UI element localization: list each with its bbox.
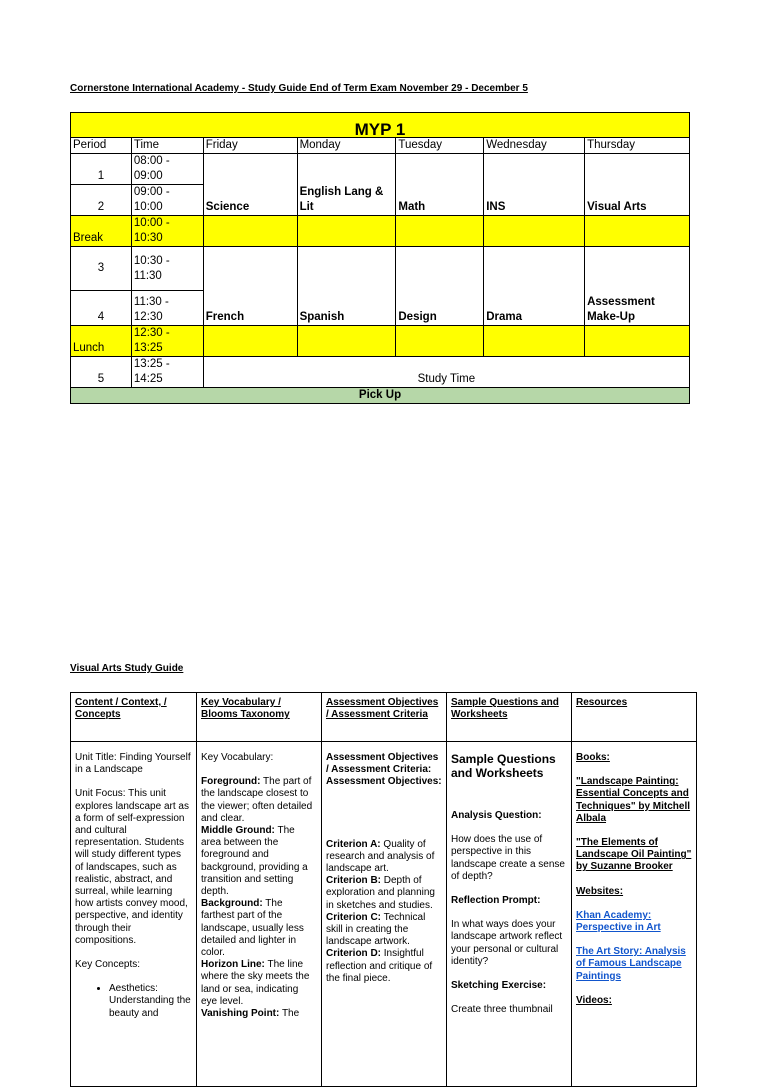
website-link-khan-academy[interactable]: Khan Academy: Perspective in Art — [576, 909, 661, 934]
time-cell: 12:30 - 13:25 — [131, 326, 203, 357]
header-content-context: Content / Context, / Concepts — [71, 693, 197, 742]
criterion-def: Quality of research and analysis of landscape art. — [326, 838, 435, 875]
websites-label: Websites: — [576, 885, 624, 897]
time-cell: 08:00 - 09:00 — [131, 154, 203, 185]
col-header-monday: Monday — [297, 138, 396, 154]
vocabulary-column — [197, 742, 322, 1087]
vocab-def: The — [279, 1008, 300, 1020]
cell-monday-p12: English Lang & Lit — [297, 154, 396, 216]
period-cell: 4 — [71, 291, 132, 326]
vocab-def: The part of the landscape closest to the viewer; often detailed and clear. — [201, 776, 313, 824]
schedule-row-lunch — [71, 326, 690, 357]
cell-wednesday-p34: Drama — [484, 247, 585, 326]
unit-focus: Unit Focus: This unit explores landscape art as a form of self-expression and cultural representation. Students will study different types of landscapes, such as realistic, abstract, and surreal, while learning how artists convey mood, perspective, and identity through their compositions. — [75, 788, 189, 946]
concept-list — [75, 983, 192, 1020]
analysis-label: Analysis Question: — [451, 810, 542, 821]
empty-cell — [396, 326, 484, 357]
questions-column — [447, 742, 572, 1087]
empty-cell — [396, 216, 484, 247]
time-cell: 11:30 - 12:30 — [131, 291, 203, 326]
sketch-label: Sketching Exercise: — [451, 980, 547, 992]
header-resources: Resources — [572, 693, 697, 742]
vocab-term: Horizon Line: — [201, 959, 265, 971]
criterion-a — [326, 839, 442, 876]
criterion-term: Criterion C: — [326, 911, 381, 923]
criterion-term: Criterion B: — [326, 875, 381, 887]
schedule-title: MYP 1 — [71, 113, 690, 138]
schedule-row-p3 — [71, 247, 690, 291]
analysis-question: How does the use of perspective in this landscape create a sense of depth? — [451, 834, 565, 882]
col-header-period: Period — [71, 138, 132, 154]
criterion-def: Depth of exploration and planning in sketches and studies. — [326, 875, 435, 911]
schedule-row-pickup — [71, 388, 690, 404]
schedule-row-break — [71, 216, 690, 247]
videos-label: Videos: — [576, 994, 612, 1006]
criterion-def: Technical skill in creating the landscape artwork. — [326, 911, 426, 948]
time-cell: 10:00 - 10:30 — [131, 216, 203, 247]
period-cell: 5 — [71, 357, 132, 388]
empty-cell — [484, 326, 585, 357]
cell-thursday-p12: Visual Arts — [585, 154, 690, 216]
vocab-vanishing-point — [201, 1008, 317, 1020]
empty-cell — [585, 216, 690, 247]
cell-friday-p34: French — [203, 247, 297, 326]
cell-friday-p12: Science — [203, 154, 297, 216]
header-key-vocabulary: Key Vocabulary / Blooms Taxonomy — [197, 693, 322, 742]
cell-monday-p34: Spanish — [297, 247, 396, 326]
criterion-def: Insightful reflection and critique of the final piece. — [326, 948, 433, 984]
vocab-term: Foreground: — [201, 776, 261, 788]
content-column — [71, 742, 197, 1087]
vocab-term: Background: — [201, 898, 263, 910]
questions-heading: Sample Questions and Worksheets — [451, 752, 556, 780]
reflection-label: Reflection Prompt: — [451, 895, 541, 907]
empty-cell — [297, 326, 396, 357]
sketch-exercise: Create three thumbnail — [451, 1004, 553, 1016]
schedule-title-row — [71, 113, 690, 138]
assessment-heading: Assessment Objectives / Assessment Criteria: Assessment Objectives: — [326, 752, 442, 788]
schedule-row-p5 — [71, 357, 690, 388]
study-time-cell: Study Time — [203, 357, 689, 388]
schedule-row-p1 — [71, 154, 690, 185]
header-sample-questions: Sample Questions and Worksheets — [447, 693, 572, 742]
study-guide-table — [70, 692, 697, 1087]
criterion-term: Criterion D: — [326, 948, 381, 960]
criterion-term: Criterion A: — [326, 838, 381, 850]
book-link-albala[interactable]: "Landscape Painting: Essential Concepts and Techniques" by Mitchell Albala — [576, 776, 691, 824]
study-guide-content-row — [71, 742, 697, 1087]
resources-column — [572, 742, 697, 1087]
col-header-thursday: Thursday — [585, 138, 690, 154]
books-label: Books: — [576, 752, 610, 763]
empty-cell — [203, 326, 297, 357]
empty-cell — [297, 216, 396, 247]
empty-cell — [585, 326, 690, 357]
vocab-term: Vanishing Point: — [201, 1008, 280, 1020]
col-header-tuesday: Tuesday — [396, 138, 484, 154]
unit-title: Unit Title: Finding Yourself in a Landscape — [75, 752, 191, 776]
criterion-d — [326, 948, 442, 985]
book-link-brooker[interactable]: "The Elements of Landscape Oil Painting" by Suzanne Brooker — [576, 837, 692, 873]
period-cell: Break — [71, 216, 132, 247]
period-cell: 1 — [71, 154, 132, 185]
empty-cell — [484, 216, 585, 247]
vocab-middle-ground — [201, 825, 317, 898]
schedule-table — [70, 112, 690, 404]
header-assessment-objectives: Assessment Objectives / Assessment Criteria — [322, 693, 447, 742]
cell-tuesday-p12: Math — [396, 154, 484, 216]
period-cell: 3 — [71, 247, 132, 291]
vocabulary-label: Key Vocabulary: — [201, 752, 274, 763]
time-cell: 13:25 - 14:25 — [131, 357, 203, 388]
cell-wednesday-p12: INS — [484, 154, 585, 216]
vocab-background — [201, 898, 317, 959]
col-header-friday: Friday — [203, 138, 297, 154]
criterion-c — [326, 912, 442, 949]
time-cell: 10:30 - 11:30 — [131, 247, 203, 291]
period-cell: Lunch — [71, 326, 132, 357]
website-link-art-story[interactable]: The Art Story: Analysis of Famous Landscape Paintings — [576, 946, 686, 982]
vocab-foreground — [201, 776, 317, 825]
study-guide-header-row — [71, 693, 697, 742]
concept-item: • Aesthetics: Understanding the beauty and — [109, 983, 192, 1020]
period-cell: 2 — [71, 185, 132, 216]
vocab-def: The line where the sky meets the land or sea, indicating eye level. — [201, 959, 310, 1007]
assessment-column — [322, 742, 447, 1087]
vocab-def: The farthest part of the landscape, usually less detailed and lighter in color. — [201, 898, 304, 959]
empty-cell — [203, 216, 297, 247]
vocab-term: Middle Ground: — [201, 825, 275, 837]
vocab-horizon-line — [201, 959, 317, 1008]
document-header: Cornerstone International Academy - Study Guide End of Term Exam November 29 - December 5 — [70, 83, 528, 94]
pickup-cell: Pick Up — [71, 388, 690, 404]
vocab-def: The area between the foreground and background, providing a transition and setting depth. — [201, 825, 308, 898]
study-guide-title: Visual Arts Study Guide — [70, 663, 184, 674]
key-concepts-label: Key Concepts: — [75, 959, 141, 971]
col-header-time: Time — [131, 138, 203, 154]
criterion-b — [326, 875, 442, 912]
time-cell: 09:00 - 10:00 — [131, 185, 203, 216]
col-header-wednesday: Wednesday — [484, 138, 585, 154]
cell-tuesday-p34: Design — [396, 247, 484, 326]
cell-thursday-p34: Assessment Make-Up — [585, 247, 690, 326]
reflection-prompt: In what ways does your landscape artwork reflect your personal or cultural identity? — [451, 919, 563, 967]
schedule-header-row — [71, 138, 690, 154]
